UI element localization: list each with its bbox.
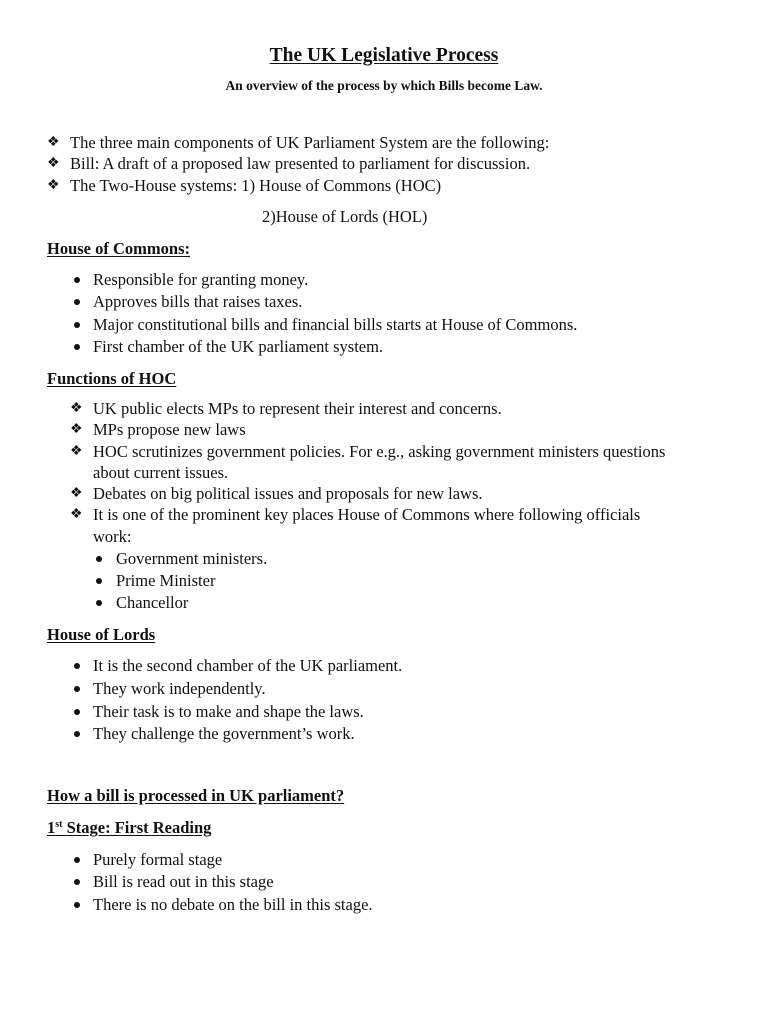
section-heading-house-of-lords: House of Lords [47, 625, 156, 644]
diamond-bullet-icon: ❖ [47, 156, 60, 171]
bullet-dot-icon [96, 556, 102, 562]
bullet-dot-icon [96, 600, 102, 606]
list-item: Purely formal stage [93, 850, 223, 869]
list-item: They work independently. [93, 679, 266, 698]
section-heading-house-of-commons: House of Commons: [47, 239, 190, 258]
list-item: Debates on big political issues and proposals for new laws. [93, 484, 483, 503]
list-item: It is one of the prominent key places House of Commons where following officials [93, 505, 641, 524]
list-item: MPs propose new laws [93, 420, 246, 439]
stage-number: 1 [47, 818, 56, 837]
intro-item: The Two-House systems: 1) House of Commons (HOC) [70, 176, 442, 195]
diamond-bullet-icon: ❖ [47, 135, 60, 150]
diamond-bullet-icon: ❖ [70, 486, 83, 501]
list-item: Approves bills that raises taxes. [93, 292, 303, 311]
diamond-bullet-icon: ❖ [70, 401, 83, 416]
nested-list-item: Chancellor [116, 593, 189, 612]
bullet-dot-icon [74, 857, 80, 863]
bullet-dot-icon [74, 344, 80, 350]
document-title: The UK Legislative Process [269, 45, 499, 66]
bullet-dot-icon [74, 879, 80, 885]
list-item: There is no debate on the bill in this stage. [93, 895, 373, 914]
list-item: It is the second chamber of the UK parliament. [93, 656, 403, 675]
bullet-dot-icon [74, 731, 80, 737]
stage-heading-text: Stage: First Reading [62, 818, 212, 837]
nested-list-item: Prime Minister [116, 571, 216, 590]
list-item: First chamber of the UK parliament system. [93, 337, 384, 356]
bullet-dot-icon [74, 709, 80, 715]
diamond-bullet-icon: ❖ [70, 444, 83, 459]
diamond-bullet-icon: ❖ [47, 178, 60, 193]
bullet-dot-icon [74, 322, 80, 328]
list-item-continuation: work: [93, 527, 132, 546]
list-item: Responsible for granting money. [93, 270, 309, 289]
bullet-dot-icon [74, 277, 80, 283]
list-item: UK public elects MPs to represent their interest and concerns. [93, 399, 502, 418]
section-heading-functions-of-hoc: Functions of HOC [47, 369, 177, 388]
bullet-dot-icon [96, 578, 102, 584]
bullet-dot-icon [74, 686, 80, 692]
bullet-dot-icon [74, 299, 80, 305]
bullet-dot-icon [74, 663, 80, 669]
intro-item: Bill: A draft of a proposed law presented to parliament for discussion. [70, 154, 531, 173]
list-item: HOC scrutinizes government policies. For e.g., asking government ministers questions [93, 442, 666, 461]
list-item-continuation: about current issues. [93, 463, 229, 482]
stage-heading-first-reading [47, 818, 211, 838]
intro-continuation: 2)House of Lords (HOL) [262, 207, 428, 226]
section-heading-bill-process: How a bill is processed in UK parliament? [47, 786, 345, 805]
nested-list-item: Government ministers. [116, 549, 268, 568]
list-item: Bill is read out in this stage [93, 872, 274, 891]
diamond-bullet-icon: ❖ [70, 422, 83, 437]
list-item: Their task is to make and shape the laws. [93, 702, 364, 721]
bullet-dot-icon [74, 902, 80, 908]
list-item: They challenge the government’s work. [93, 724, 355, 743]
intro-item: The three main components of UK Parliament System are the following: [70, 133, 550, 152]
list-item: Major constitutional bills and financial bills starts at House of Commons. [93, 315, 578, 334]
stage-ordinal-suffix: st [55, 819, 63, 830]
document-subtitle: An overview of the process by which Bills become Law. [225, 78, 543, 93]
diamond-bullet-icon: ❖ [70, 507, 83, 522]
